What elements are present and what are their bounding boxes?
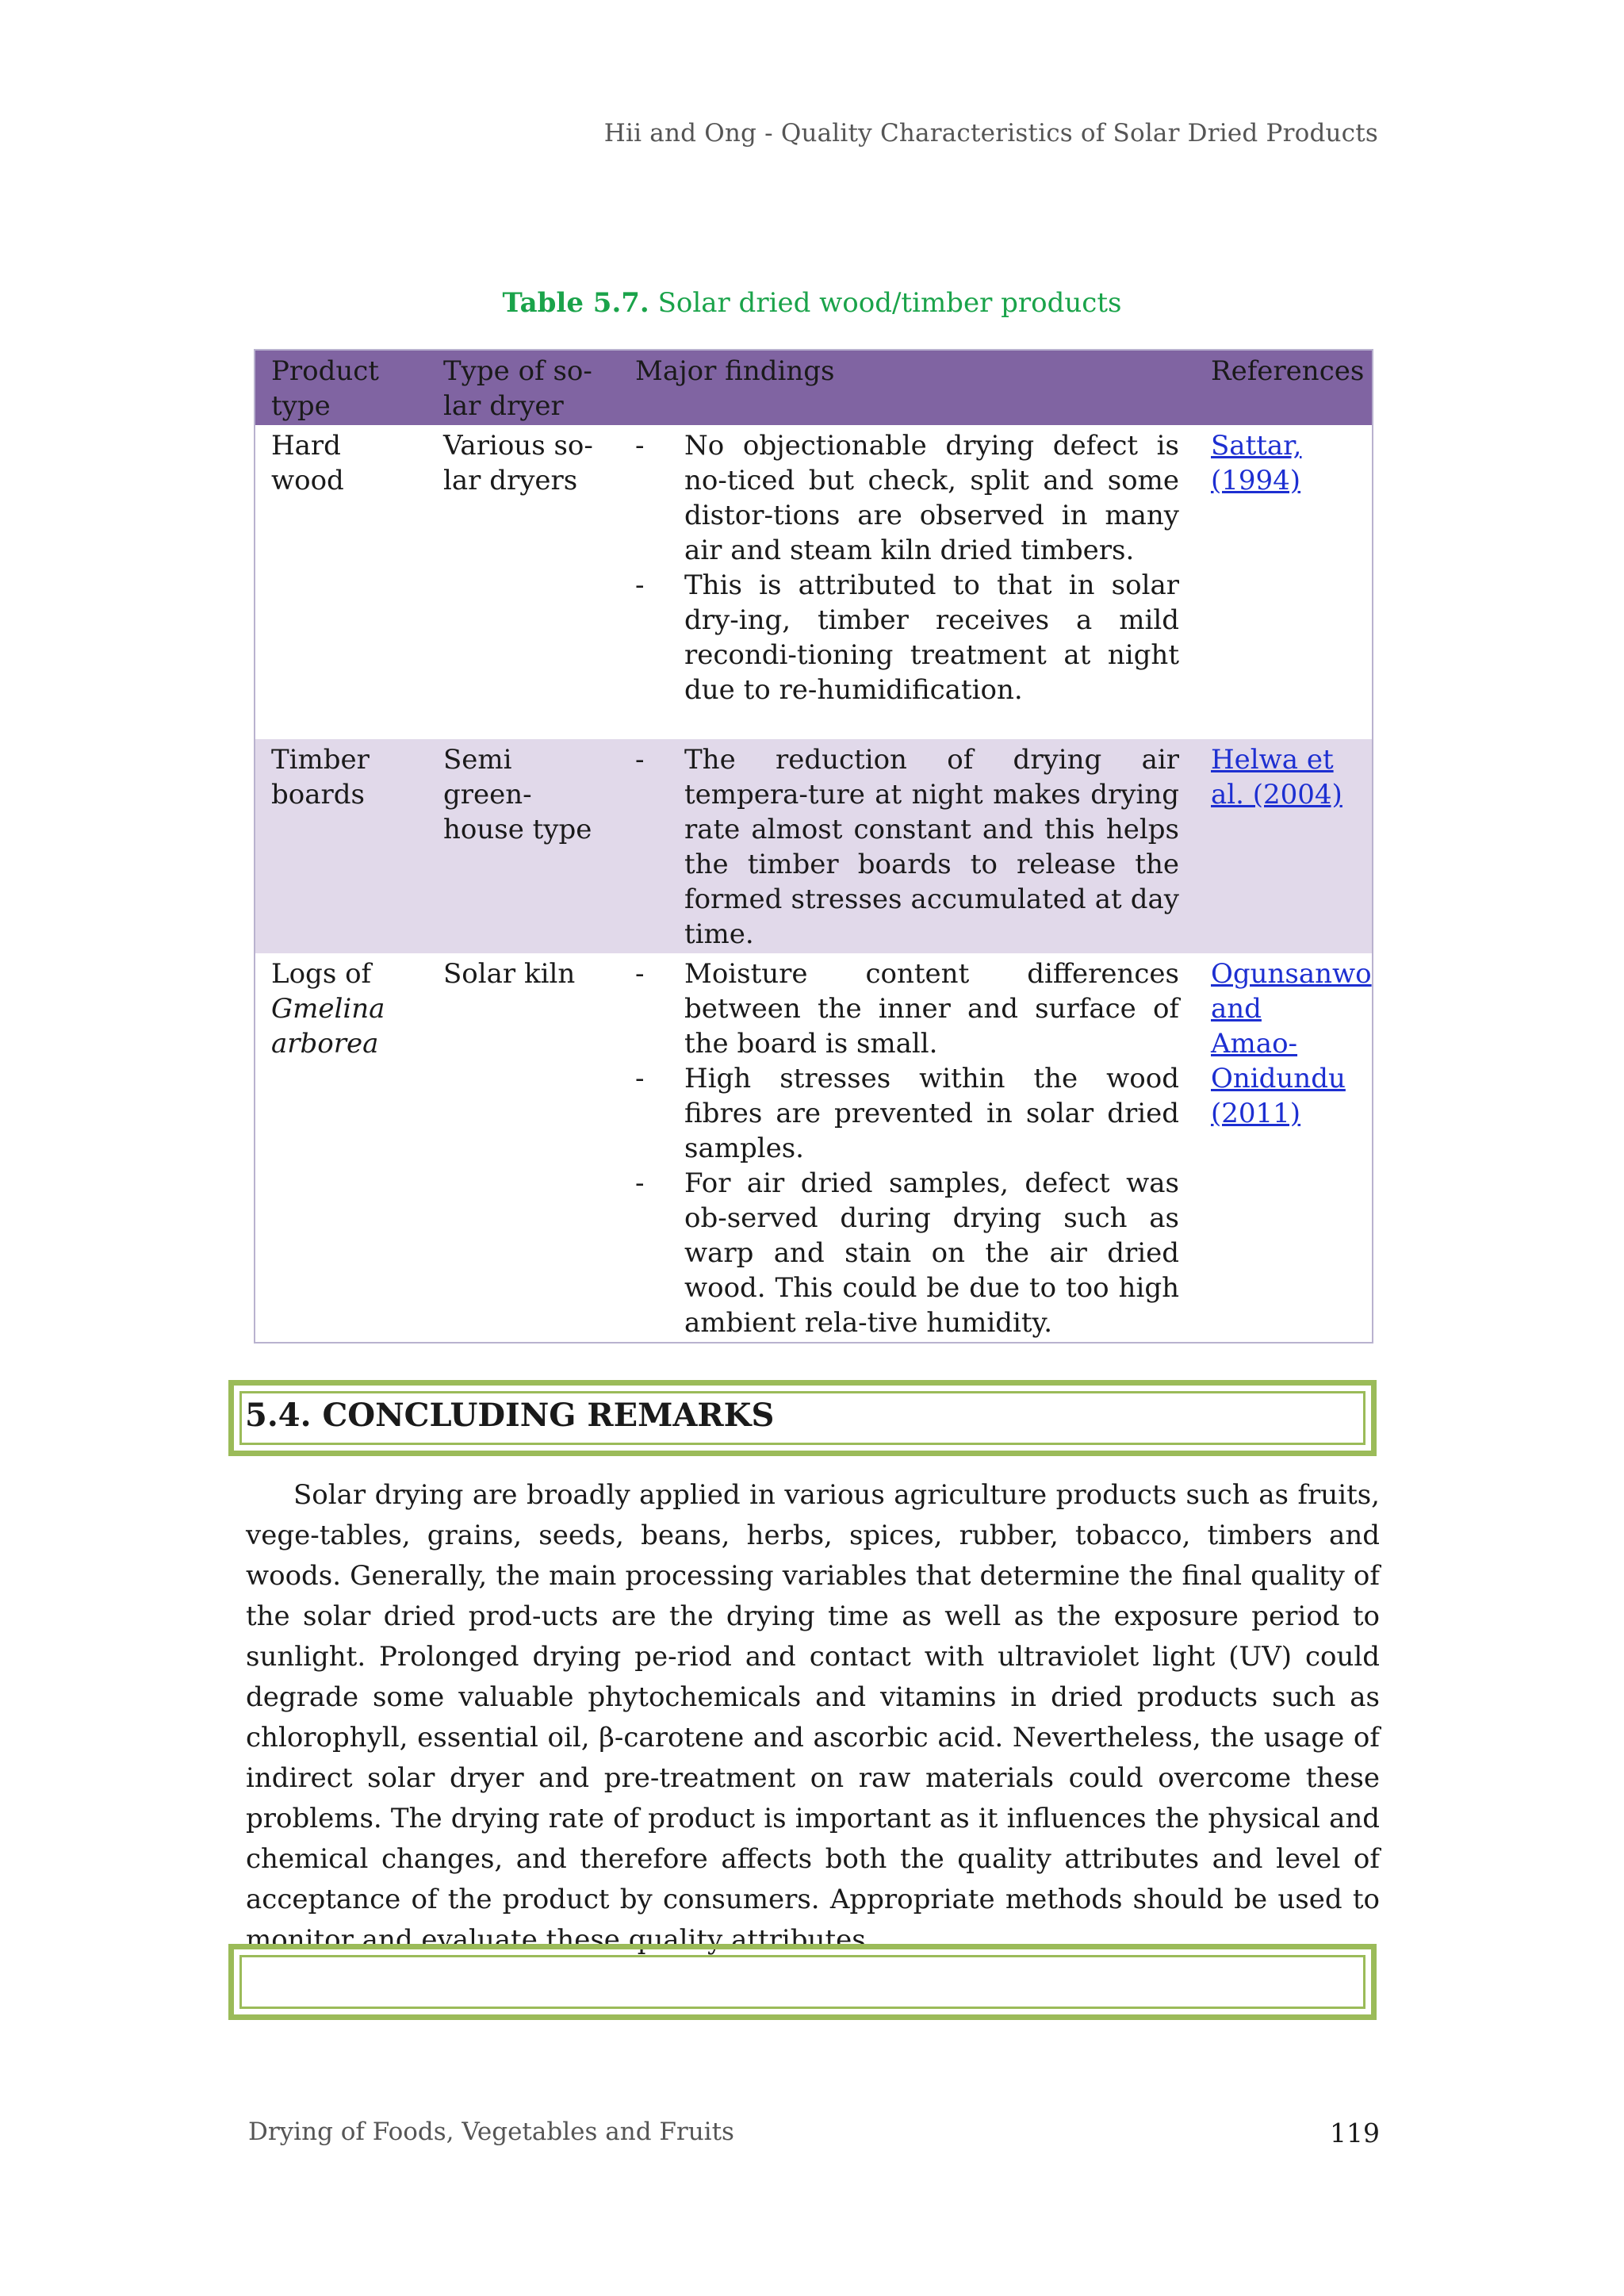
page-number: 119 bbox=[1330, 2118, 1380, 2148]
reference-cell bbox=[1195, 953, 1373, 1343]
bullet-dash: - bbox=[635, 430, 645, 462]
species-name: Gmelina arborea bbox=[271, 993, 385, 1060]
dryer-cell: Various so-lar dryers bbox=[443, 430, 593, 496]
finding-item bbox=[635, 742, 1179, 952]
product-cell: Timber boards bbox=[255, 739, 427, 953]
bullet-dash: - bbox=[635, 1167, 645, 1199]
reference-link[interactable]: Ogunsanwo and Amao-Onidundu (2011) bbox=[1211, 958, 1372, 1129]
reference-cell bbox=[1195, 425, 1373, 739]
product-cell bbox=[255, 953, 427, 1343]
table-header-row bbox=[255, 350, 1373, 425]
column-header-major-findings: Major findings bbox=[619, 350, 1195, 425]
finding-item bbox=[635, 1061, 1179, 1166]
dryer-cell: Solar kiln bbox=[443, 958, 576, 990]
product-cell: Hard wood bbox=[271, 430, 344, 496]
column-header-dryer-type: Type of so-lar dryer bbox=[427, 350, 619, 425]
finding-item bbox=[635, 1166, 1179, 1340]
reference-link[interactable]: Helwa et al. (2004) bbox=[1211, 744, 1342, 811]
table-row bbox=[255, 739, 1373, 953]
findings-cell bbox=[619, 739, 1195, 953]
findings-cell bbox=[619, 425, 1195, 739]
concluding-paragraph: Solar drying are broadly applied in various agriculture products such as fruits, vege-tables, grains, seeds, beans, herbs, spices, rubber, tobacco, timbers and woods. Generally, the main processing variables that determine the final quality of the solar dried prod-ucts are the drying time as well as the exposure period to sunlight. Prolonged drying pe-riod and contact with ultraviolet light (UV) could degrade some valuable phytochemicals and vitamins in dried products such as chlorophyll, essential oil, β-carotene and ascorbic acid. Nevertheless, the usage of indirect solar dryer and pre-treatment on raw materials could overcome these problems. The drying rate of product is important as it influences the physical and chemical changes, and therefore affects both the quality attributes and level of acceptance of the product by consumers. Appropriate methods should be used to monitor and evaluate these quality attributes. bbox=[246, 1479, 1380, 1956]
table-caption bbox=[0, 287, 1624, 319]
reference-link[interactable]: Sattar, (1994) bbox=[1211, 430, 1302, 496]
finding-text: This is attributed to that in solar dry-ing, timber receives a mild recondi-tioning treatment at night due to re-humidification. bbox=[684, 569, 1179, 706]
finding-text: Moisture content differences between the inner and surface of the board is small. bbox=[684, 958, 1179, 1060]
table-row bbox=[255, 425, 1373, 739]
column-header-product-type: Product type bbox=[255, 350, 427, 425]
finding-text: High stresses within the wood fibres are prevented in solar dried samples. bbox=[684, 1063, 1179, 1164]
findings-cell bbox=[619, 953, 1195, 1343]
solar-dried-wood-table bbox=[254, 349, 1373, 1343]
finding-item bbox=[635, 956, 1179, 1061]
bullet-dash: - bbox=[635, 1063, 645, 1094]
finding-text: The reduction of drying air tempera-ture at night makes drying rate almost constant and this helps the timber boards to release the formed stresses accumulated at day time. bbox=[684, 744, 1179, 950]
finding-text: For air dried samples, defect was ob-served during drying such as warp and stain on the air dried wood. This could be due to too high ambient rela-tive humidity. bbox=[684, 1167, 1179, 1339]
empty-frame-box bbox=[228, 1944, 1377, 2020]
section-heading-box bbox=[228, 1380, 1377, 1456]
bullet-dash: - bbox=[635, 744, 645, 776]
finding-item bbox=[635, 568, 1179, 707]
table-caption-text: Solar dried wood/timber products bbox=[657, 287, 1122, 319]
finding-text: No objectionable drying defect is no-ticed but check, split and some distor-tions are observed in many air and steam kiln dried timbers. bbox=[684, 430, 1179, 566]
dryer-cell: Semi green-house type bbox=[427, 739, 619, 953]
table-row bbox=[255, 953, 1373, 1343]
section-title: 5.4. CONCLUDING REMARKS bbox=[245, 1397, 775, 1434]
empty-frame-inner-border bbox=[239, 1955, 1365, 2009]
column-header-references: References bbox=[1195, 350, 1373, 425]
product-name: Logs of bbox=[271, 958, 372, 990]
bullet-dash: - bbox=[635, 569, 645, 601]
table-caption-label: Table 5.7. bbox=[502, 287, 649, 319]
footer-book-title: Drying of Foods, Vegetables and Fruits bbox=[248, 2118, 734, 2146]
reference-cell bbox=[1195, 739, 1373, 953]
bullet-dash: - bbox=[635, 958, 645, 990]
finding-item bbox=[635, 428, 1179, 568]
running-header: Hii and Ong - Quality Characteristics of Solar Dried Products bbox=[603, 119, 1378, 148]
